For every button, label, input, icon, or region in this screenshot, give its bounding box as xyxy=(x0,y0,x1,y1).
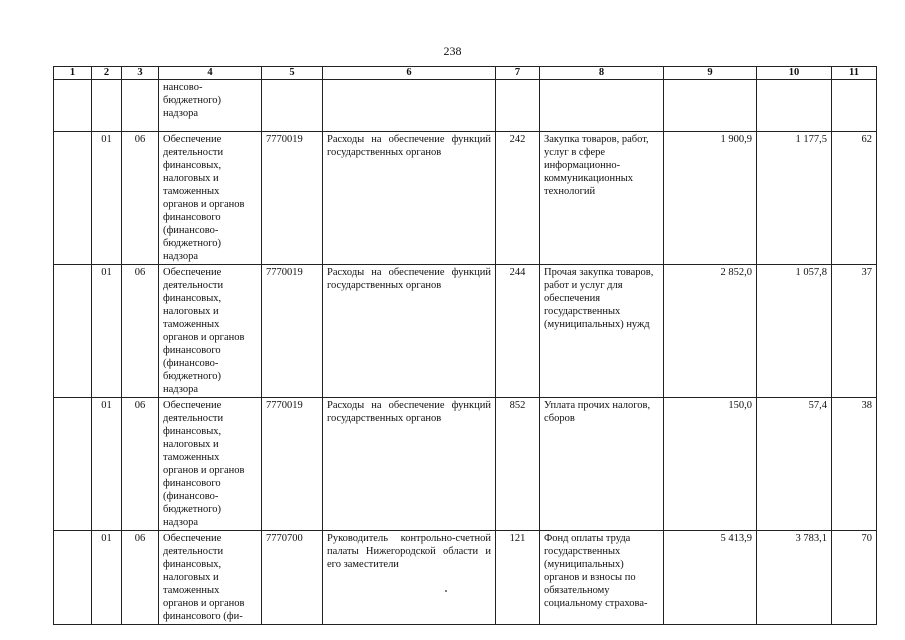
cell-expense-type: 242 xyxy=(496,132,540,265)
col-header-10: 10 xyxy=(757,67,832,80)
table-row xyxy=(54,531,877,625)
cell-target-name: Расходы на обеспечение функций государственных органов xyxy=(323,132,496,265)
col-header-8: 8 xyxy=(540,67,664,80)
cell-expense-type xyxy=(496,80,540,132)
cell-plan: 5 413,9 xyxy=(664,531,757,625)
col-header-6: 6 xyxy=(323,67,496,80)
cell-expense-name: Фонд оплаты труда государственных (муниципальных) органов и взносы по обязательному социальному страхова- xyxy=(540,531,664,625)
cell-target-code: 7770019 xyxy=(262,265,323,398)
cell-subsection: 06 xyxy=(122,398,159,531)
cell-target-code: 7770019 xyxy=(262,398,323,531)
cell-actual: 1 057,8 xyxy=(757,265,832,398)
cell-subsection xyxy=(122,80,159,132)
cell-subsection: 06 xyxy=(122,265,159,398)
cell-percent xyxy=(832,80,877,132)
cell-target-name: Руководитель контрольно-счетной палаты Нижегородской области и его заместители xyxy=(323,531,496,625)
cell-actual xyxy=(757,80,832,132)
cell-target-name: Расходы на обеспечение функций государственных органов xyxy=(323,398,496,531)
cell-expense-name: Закупка товаров, работ, услуг в сфере информационно-коммуникационных технологий xyxy=(540,132,664,265)
cell-expense-type: 244 xyxy=(496,265,540,398)
cell-target-code: 7770700 xyxy=(262,531,323,625)
cell-actual: 3 783,1 xyxy=(757,531,832,625)
cell-percent: 38 xyxy=(832,398,877,531)
table-row xyxy=(54,132,877,265)
cell-section: 01 xyxy=(92,398,122,531)
cell-section: 01 xyxy=(92,132,122,265)
cell-percent: 70 xyxy=(832,531,877,625)
cell-col1 xyxy=(54,80,92,132)
cell-section: 01 xyxy=(92,531,122,625)
cell-expense-type: 121 xyxy=(496,531,540,625)
col-header-7: 7 xyxy=(496,67,540,80)
col-header-5: 5 xyxy=(262,67,323,80)
table-row xyxy=(54,265,877,398)
cell-expense-name xyxy=(540,80,664,132)
cell-col1 xyxy=(54,132,92,265)
cell-subsection: 06 xyxy=(122,132,159,265)
cell-subsection-name: Обеспечение деятельности финансовых, налоговых и таможенных органов и органов финансового (финансово-бюджетного) надзора xyxy=(159,132,262,265)
col-header-11: 11 xyxy=(832,67,877,80)
cell-target-code xyxy=(262,80,323,132)
col-header-4: 4 xyxy=(159,67,262,80)
cell-subsection: 06 xyxy=(122,531,159,625)
cell-percent: 37 xyxy=(832,265,877,398)
cell-plan: 2 852,0 xyxy=(664,265,757,398)
cell-col1 xyxy=(54,265,92,398)
cell-subsection-name: Обеспечение деятельности финансовых, налоговых и таможенных органов и органов финансового (фи- xyxy=(159,531,262,625)
header-row xyxy=(54,67,877,80)
cell-plan: 1 900,9 xyxy=(664,132,757,265)
cell-expense-name: Прочая закупка товаров, работ и услуг для обеспечения государственных (муниципальных) нужд xyxy=(540,265,664,398)
cell-section xyxy=(92,80,122,132)
cell-subsection-name: нансово-бюджетного) надзора xyxy=(159,80,262,132)
cell-target-name xyxy=(323,80,496,132)
cell-percent: 62 xyxy=(832,132,877,265)
col-header-9: 9 xyxy=(664,67,757,80)
cell-actual: 57,4 xyxy=(757,398,832,531)
col-header-3: 3 xyxy=(122,67,159,80)
budget-table xyxy=(53,66,877,625)
cell-subsection-name: Обеспечение деятельности финансовых, налоговых и таможенных органов и органов финансового (финансово-бюджетного) надзора xyxy=(159,398,262,531)
col-header-2: 2 xyxy=(92,67,122,80)
cell-expense-name: Уплата прочих налогов, сборов xyxy=(540,398,664,531)
col-header-1: 1 xyxy=(54,67,92,80)
cell-target-name: Расходы на обеспечение функций государственных органов xyxy=(323,265,496,398)
cell-target-code: 7770019 xyxy=(262,132,323,265)
cell-subsection-name: Обеспечение деятельности финансовых, налоговых и таможенных органов и органов финансового (финансово-бюджетного) надзора xyxy=(159,265,262,398)
cell-plan: 150,0 xyxy=(664,398,757,531)
cell-plan xyxy=(664,80,757,132)
scan-speck xyxy=(445,590,447,592)
cell-actual: 1 177,5 xyxy=(757,132,832,265)
cell-section: 01 xyxy=(92,265,122,398)
cell-col1 xyxy=(54,398,92,531)
table-row xyxy=(54,80,877,132)
table-row xyxy=(54,398,877,531)
cell-expense-type: 852 xyxy=(496,398,540,531)
page-number: 238 xyxy=(443,44,462,58)
cell-col1 xyxy=(54,531,92,625)
